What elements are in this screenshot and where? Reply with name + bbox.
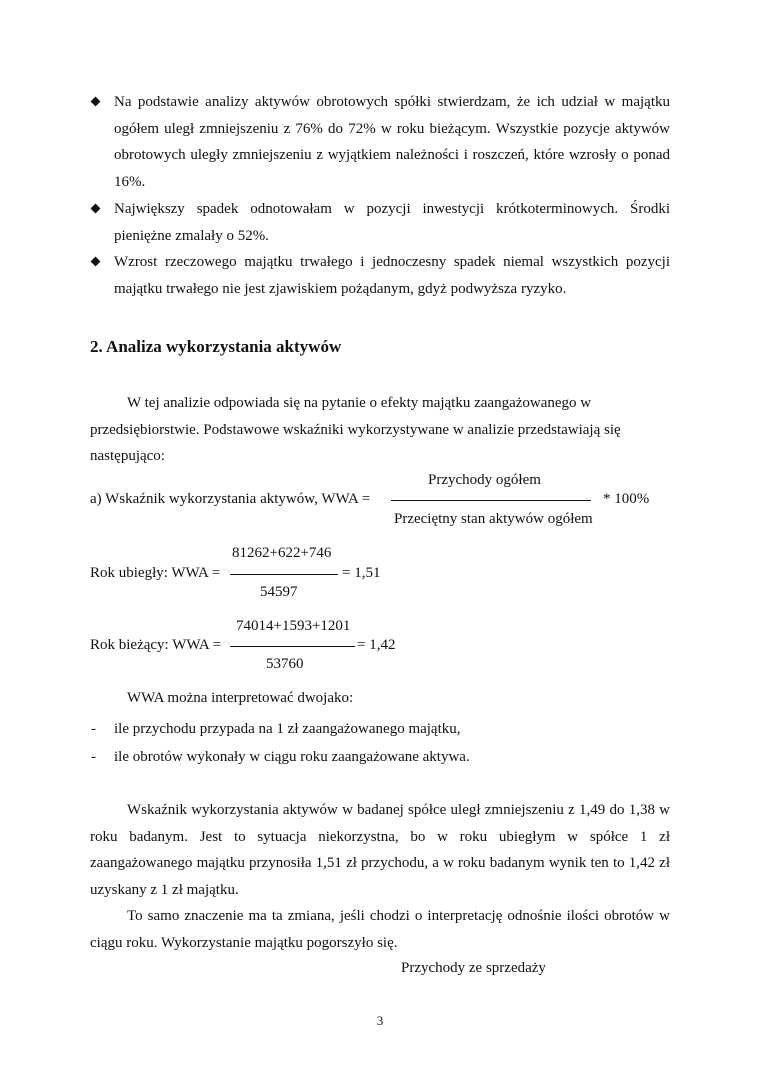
formula-fraction-line bbox=[391, 500, 591, 501]
prev-year-numerator: 81262+622+746 bbox=[232, 545, 332, 561]
section-heading: 2. Analiza wykorzystania aktywów bbox=[90, 337, 342, 356]
diamond-bullet-icon bbox=[91, 97, 101, 107]
curr-year-label: Rok bieżący: WWA = bbox=[90, 637, 222, 653]
diamond-bullet-icon bbox=[91, 203, 101, 213]
bullet-text: Największy spadek odnotowałam w pozycji inwestycji krótkoterminowych. Środki pieniężne zmalały o 52%. bbox=[114, 200, 670, 244]
curr-year-numerator: 74014+1593+1201 bbox=[236, 618, 351, 634]
formula-multiplier: * 100% bbox=[603, 491, 650, 507]
formula-label: a) Wskaźnik wykorzystania aktywów, WWA = bbox=[90, 491, 371, 507]
prev-year-denominator: 54597 bbox=[260, 584, 298, 600]
prev-year-fraction-line bbox=[230, 574, 338, 575]
bullet-item bbox=[90, 196, 670, 249]
page-number: 3 bbox=[376, 1013, 384, 1028]
diamond-bullet-icon bbox=[91, 257, 101, 267]
bullet-item bbox=[90, 89, 670, 196]
dash-marker: - bbox=[91, 749, 96, 765]
interpret-intro: WWA można interpretować dwojako: bbox=[127, 690, 354, 706]
formula-denominator: Przeciętny stan aktywów ogółem bbox=[394, 511, 593, 527]
intro-paragraph bbox=[90, 390, 670, 470]
bullet-item bbox=[90, 249, 670, 302]
curr-year-denominator: 53760 bbox=[266, 656, 304, 672]
paragraph-text: To samo znaczenie ma ta zmiana, jeśli chodzi o interpretację odnośnie ilości obrotów w ciągu roku. Wykorzystanie majątku pogorszyło się. bbox=[90, 908, 670, 951]
dash-marker: - bbox=[91, 721, 96, 737]
list-item bbox=[90, 715, 470, 743]
prev-year-result: = 1,51 bbox=[342, 565, 381, 581]
curr-year-fraction-line bbox=[230, 646, 355, 647]
list-item-text: ile przychodu przypada na 1 zł zaangażowanego majątku, bbox=[114, 721, 461, 737]
bullet-text: Na podstawie analizy aktywów obrotowych spółki stwierdzam, że ich udział w majątku ogółem uległ zmniejszeniu z 76% do 72% w roku bieżącym. Wszystkie pozycje aktywów obrotowych uległy zmniejszeniu z wyjątkiem należności i roszczeń, które wzrosły o ponad 16%. bbox=[114, 94, 670, 191]
paragraph-text: Wskaźnik wykorzystania aktywów w badanej spółce uległ zmniejszeniu z 1,49 do 1,38 w roku badanym. Jest to sytuacja niekorzystna, bo w roku ubiegłym w spółce 1 zł zaangażowanego majątku przynosiła 1,51 zł przychodu, a w roku badanym wynik ten to 1,42 zł uzyskany z 1 zł majątku. bbox=[90, 802, 670, 898]
curr-year-result: = 1,42 bbox=[357, 637, 396, 653]
next-formula-numerator: Przychody ze sprzedaży bbox=[401, 960, 546, 976]
conclusion-paragraph-2 bbox=[90, 903, 670, 956]
list-item-text: ile obrotów wykonały w ciągu roku zaangażowane aktywa. bbox=[114, 749, 470, 765]
list-item bbox=[90, 743, 470, 771]
intro-text: W tej analizie odpowiada się na pytanie o efekty majątku zaangażowanego w przedsiębiorstwie. Podstawowe wskaźniki wykorzystywane w analizie przedstawiają się następująco: bbox=[90, 395, 621, 464]
conclusion-paragraph bbox=[90, 797, 670, 903]
formula-numerator: Przychody ogółem bbox=[428, 472, 541, 488]
bullet-text: Wzrost rzeczowego majątku trwałego i jednoczesny spadek niemal wszystkich pozycji majątku trwałego nie jest zjawiskiem pożądanym, gdyż podwyższa ryzyko. bbox=[114, 254, 670, 297]
bullet-list bbox=[90, 89, 670, 303]
interpret-list bbox=[90, 715, 470, 771]
prev-year-label: Rok ubiegły: WWA = bbox=[90, 565, 221, 581]
